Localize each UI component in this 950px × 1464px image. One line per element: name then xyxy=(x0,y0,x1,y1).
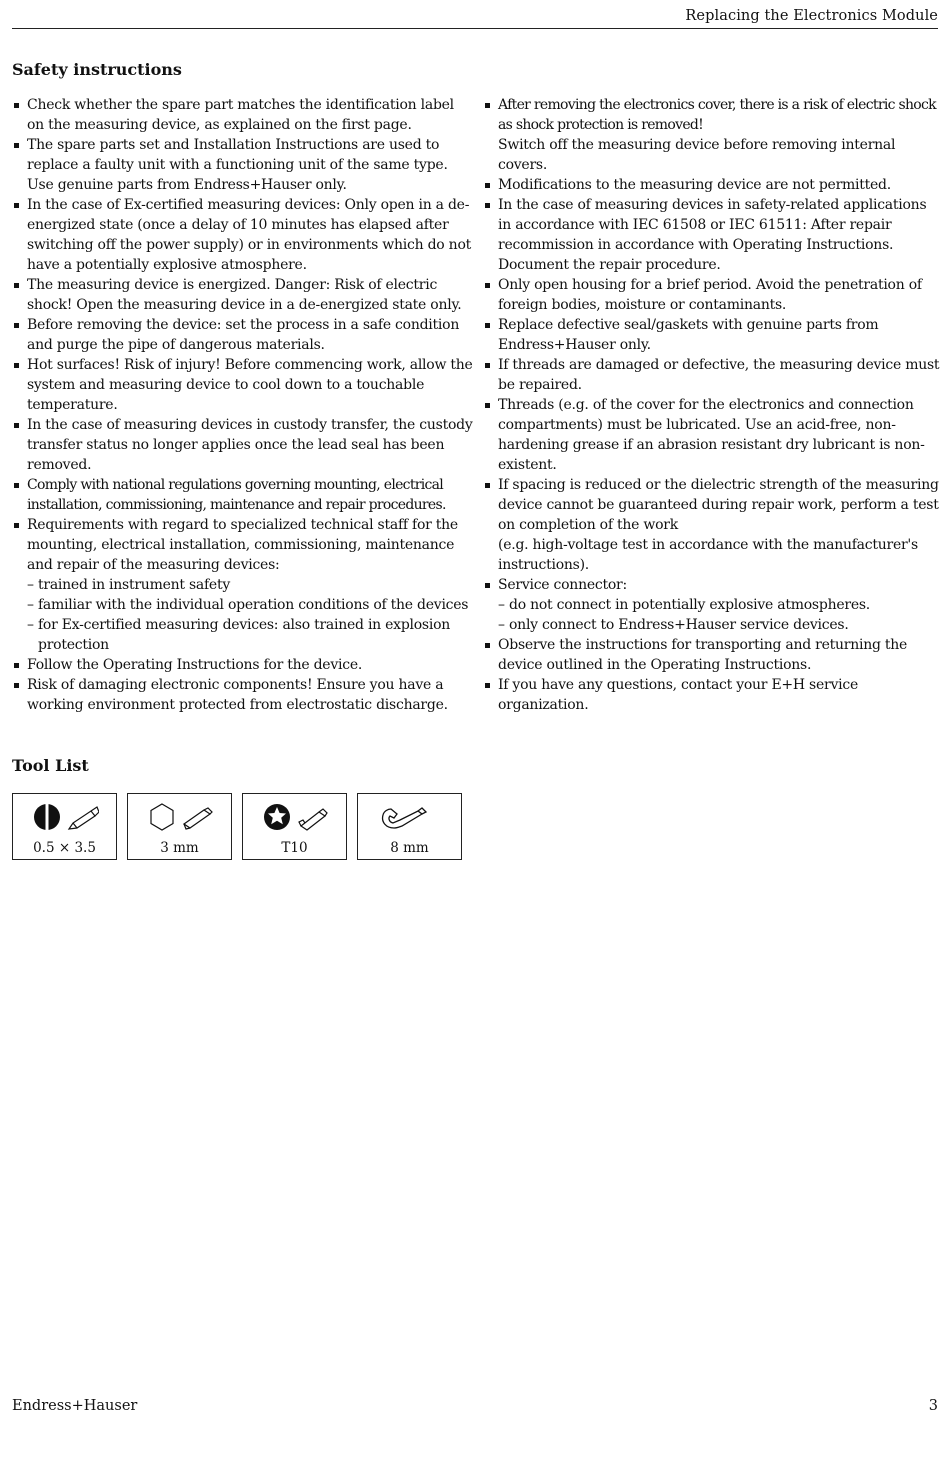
list-item xyxy=(12,195,474,275)
header-title: Replacing the Electronics Module xyxy=(685,8,938,24)
list-item xyxy=(12,515,474,655)
list-item xyxy=(12,475,474,515)
tool-list xyxy=(12,793,462,860)
sub-list-item-text: only connect to Endress+Hauser service devices. xyxy=(509,617,849,633)
sub-list-item xyxy=(27,595,474,615)
safety-list-right xyxy=(483,95,943,715)
list-item-text: Follow the Operating Instructions for the device. xyxy=(27,657,363,673)
hex-key-icon xyxy=(148,802,214,832)
list-item-text: The spare parts set and Installation Instructions are used to replace a faulty unit with a functioning unit of the same type. Use genuine parts from Endress+Hauser only. xyxy=(27,137,448,193)
list-item xyxy=(12,95,474,135)
list-item-text: The measuring device is energized. Danger: Risk of electric shock! Open the measuring device in a de-energized state only. xyxy=(27,277,462,313)
list-item-text: In the case of Ex-certified measuring devices: Only open in a de-energized state (once a delay of 10 minutes has elapsed after switching off the power supply) or in environments which do not have a potentially explosive atmosphere. xyxy=(27,197,472,273)
sub-list-item-text: trained in instrument safety xyxy=(38,577,231,593)
dash-marker: – xyxy=(27,617,34,633)
list-item xyxy=(12,275,474,315)
tool-list-heading: Tool List xyxy=(12,756,89,775)
list-item xyxy=(483,275,943,315)
list-item-note: Switch off the measuring device before removing internal covers. xyxy=(498,137,896,173)
tool-slotted-screwdriver xyxy=(12,793,117,860)
tool-label: 8 mm xyxy=(390,840,429,856)
list-item-text: Hot surfaces! Risk of injury! Before commencing work, allow the system and measuring device to cool down to a touchable temperature. xyxy=(27,357,473,413)
list-item xyxy=(12,355,474,415)
list-item xyxy=(12,675,474,715)
list-item xyxy=(12,135,474,195)
sub-list-item xyxy=(498,615,943,635)
list-item-text: In the case of measuring devices in safety-related applications in accordance with IEC 61508 or IEC 61511: After repair recommission in accordance with Operating Instructions. Document the repair procedure. xyxy=(498,197,927,273)
footer-brand: Endress+Hauser xyxy=(12,1398,138,1414)
list-item xyxy=(483,195,943,275)
list-item-text: Check whether the spare part matches the identification label on the measuring device, as explained on the first page. xyxy=(27,97,454,133)
sub-list-item xyxy=(27,575,474,595)
list-item xyxy=(12,415,474,475)
list-item xyxy=(483,675,943,715)
sub-list-item-text: for Ex-certified measuring devices: also trained in explosion protection xyxy=(38,617,451,653)
list-item-note: (e.g. high-voltage test in accordance with the manufacturer's instructions). xyxy=(498,537,918,573)
sub-list-item-text: familiar with the individual operation conditions of the devices xyxy=(38,597,469,613)
list-item-text: Replace defective seal/gaskets with genuine parts from Endress+Hauser only. xyxy=(498,317,879,353)
tool-open-end-wrench xyxy=(357,793,462,860)
list-item-text: If you have any questions, contact your E+H service organization. xyxy=(498,677,858,713)
tool-hex-key xyxy=(127,793,232,860)
list-item xyxy=(483,575,943,635)
dash-marker: – xyxy=(27,597,34,613)
list-item xyxy=(483,395,943,475)
list-item xyxy=(483,635,943,675)
list-item-text: If threads are damaged or defective, the measuring device must be repaired. xyxy=(498,357,940,393)
safety-list-left xyxy=(12,95,474,715)
list-item-text: If spacing is reduced or the dielectric strength of the measuring device cannot be guaranteed during repair work, perform a test on completion of the work xyxy=(498,477,939,533)
sub-list-item xyxy=(498,595,943,615)
tool-label: 3 mm xyxy=(160,840,199,856)
list-item-text: Service connector: xyxy=(498,577,627,593)
open-end-wrench-icon xyxy=(378,802,444,832)
list-item-text: Risk of damaging electronic components! Ensure you have a working environment protected from electrostatic discharge. xyxy=(27,677,448,713)
list-item-text: Requirements with regard to specialized technical staff for the mounting, electrical installation, commissioning, maintenance and repair of the measuring devices: xyxy=(27,517,458,573)
sub-list xyxy=(498,595,943,635)
list-item-text: Before removing the device: set the process in a safe condition and purge the pipe of dangerous materials. xyxy=(27,317,460,353)
list-item xyxy=(12,315,474,355)
tool-torx-screwdriver xyxy=(242,793,347,860)
slotted-screwdriver-icon xyxy=(33,802,99,832)
tool-label: T10 xyxy=(281,840,308,856)
list-item-text: Comply with national regulations governing mounting, electrical installation, commissioning, maintenance and repair procedures. xyxy=(27,477,446,513)
sub-list-item xyxy=(27,615,474,655)
list-item xyxy=(483,315,943,355)
list-item xyxy=(483,475,943,575)
dash-marker: – xyxy=(498,617,505,633)
list-item-text: Only open housing for a brief period. Avoid the penetration of foreign bodies, moisture or contaminants. xyxy=(498,277,922,313)
list-item-text: Modifications to the measuring device are not permitted. xyxy=(498,177,891,193)
list-item xyxy=(12,655,474,675)
list-item xyxy=(483,95,943,175)
tool-label: 0.5 × 3.5 xyxy=(33,840,96,856)
safety-instructions-heading: Safety instructions xyxy=(12,60,182,79)
list-item xyxy=(483,175,943,195)
dash-marker: – xyxy=(27,577,34,593)
sub-list xyxy=(27,575,474,655)
list-item-text: After removing the electronics cover, there is a risk of electric shock as shock protection is removed! xyxy=(498,97,936,133)
list-item-text: Threads (e.g. of the cover for the electronics and connection compartments) must be lubricated. Use an acid-free, non-hardening grease if an abrasion resistant dry lubricant is non-existent. xyxy=(498,397,925,473)
page-number: 3 xyxy=(928,1398,938,1414)
list-item-text: Observe the instructions for transporting and returning the device outlined in the Operating Instructions. xyxy=(498,637,908,673)
torx-screwdriver-icon xyxy=(263,802,329,832)
header-rule xyxy=(12,28,938,29)
list-item xyxy=(483,355,943,395)
list-item-text: In the case of measuring devices in custody transfer, the custody transfer status no longer applies once the lead seal has been removed. xyxy=(27,417,473,473)
sub-list-item-text: do not connect in potentially explosive atmospheres. xyxy=(509,597,870,613)
dash-marker: – xyxy=(498,597,505,613)
